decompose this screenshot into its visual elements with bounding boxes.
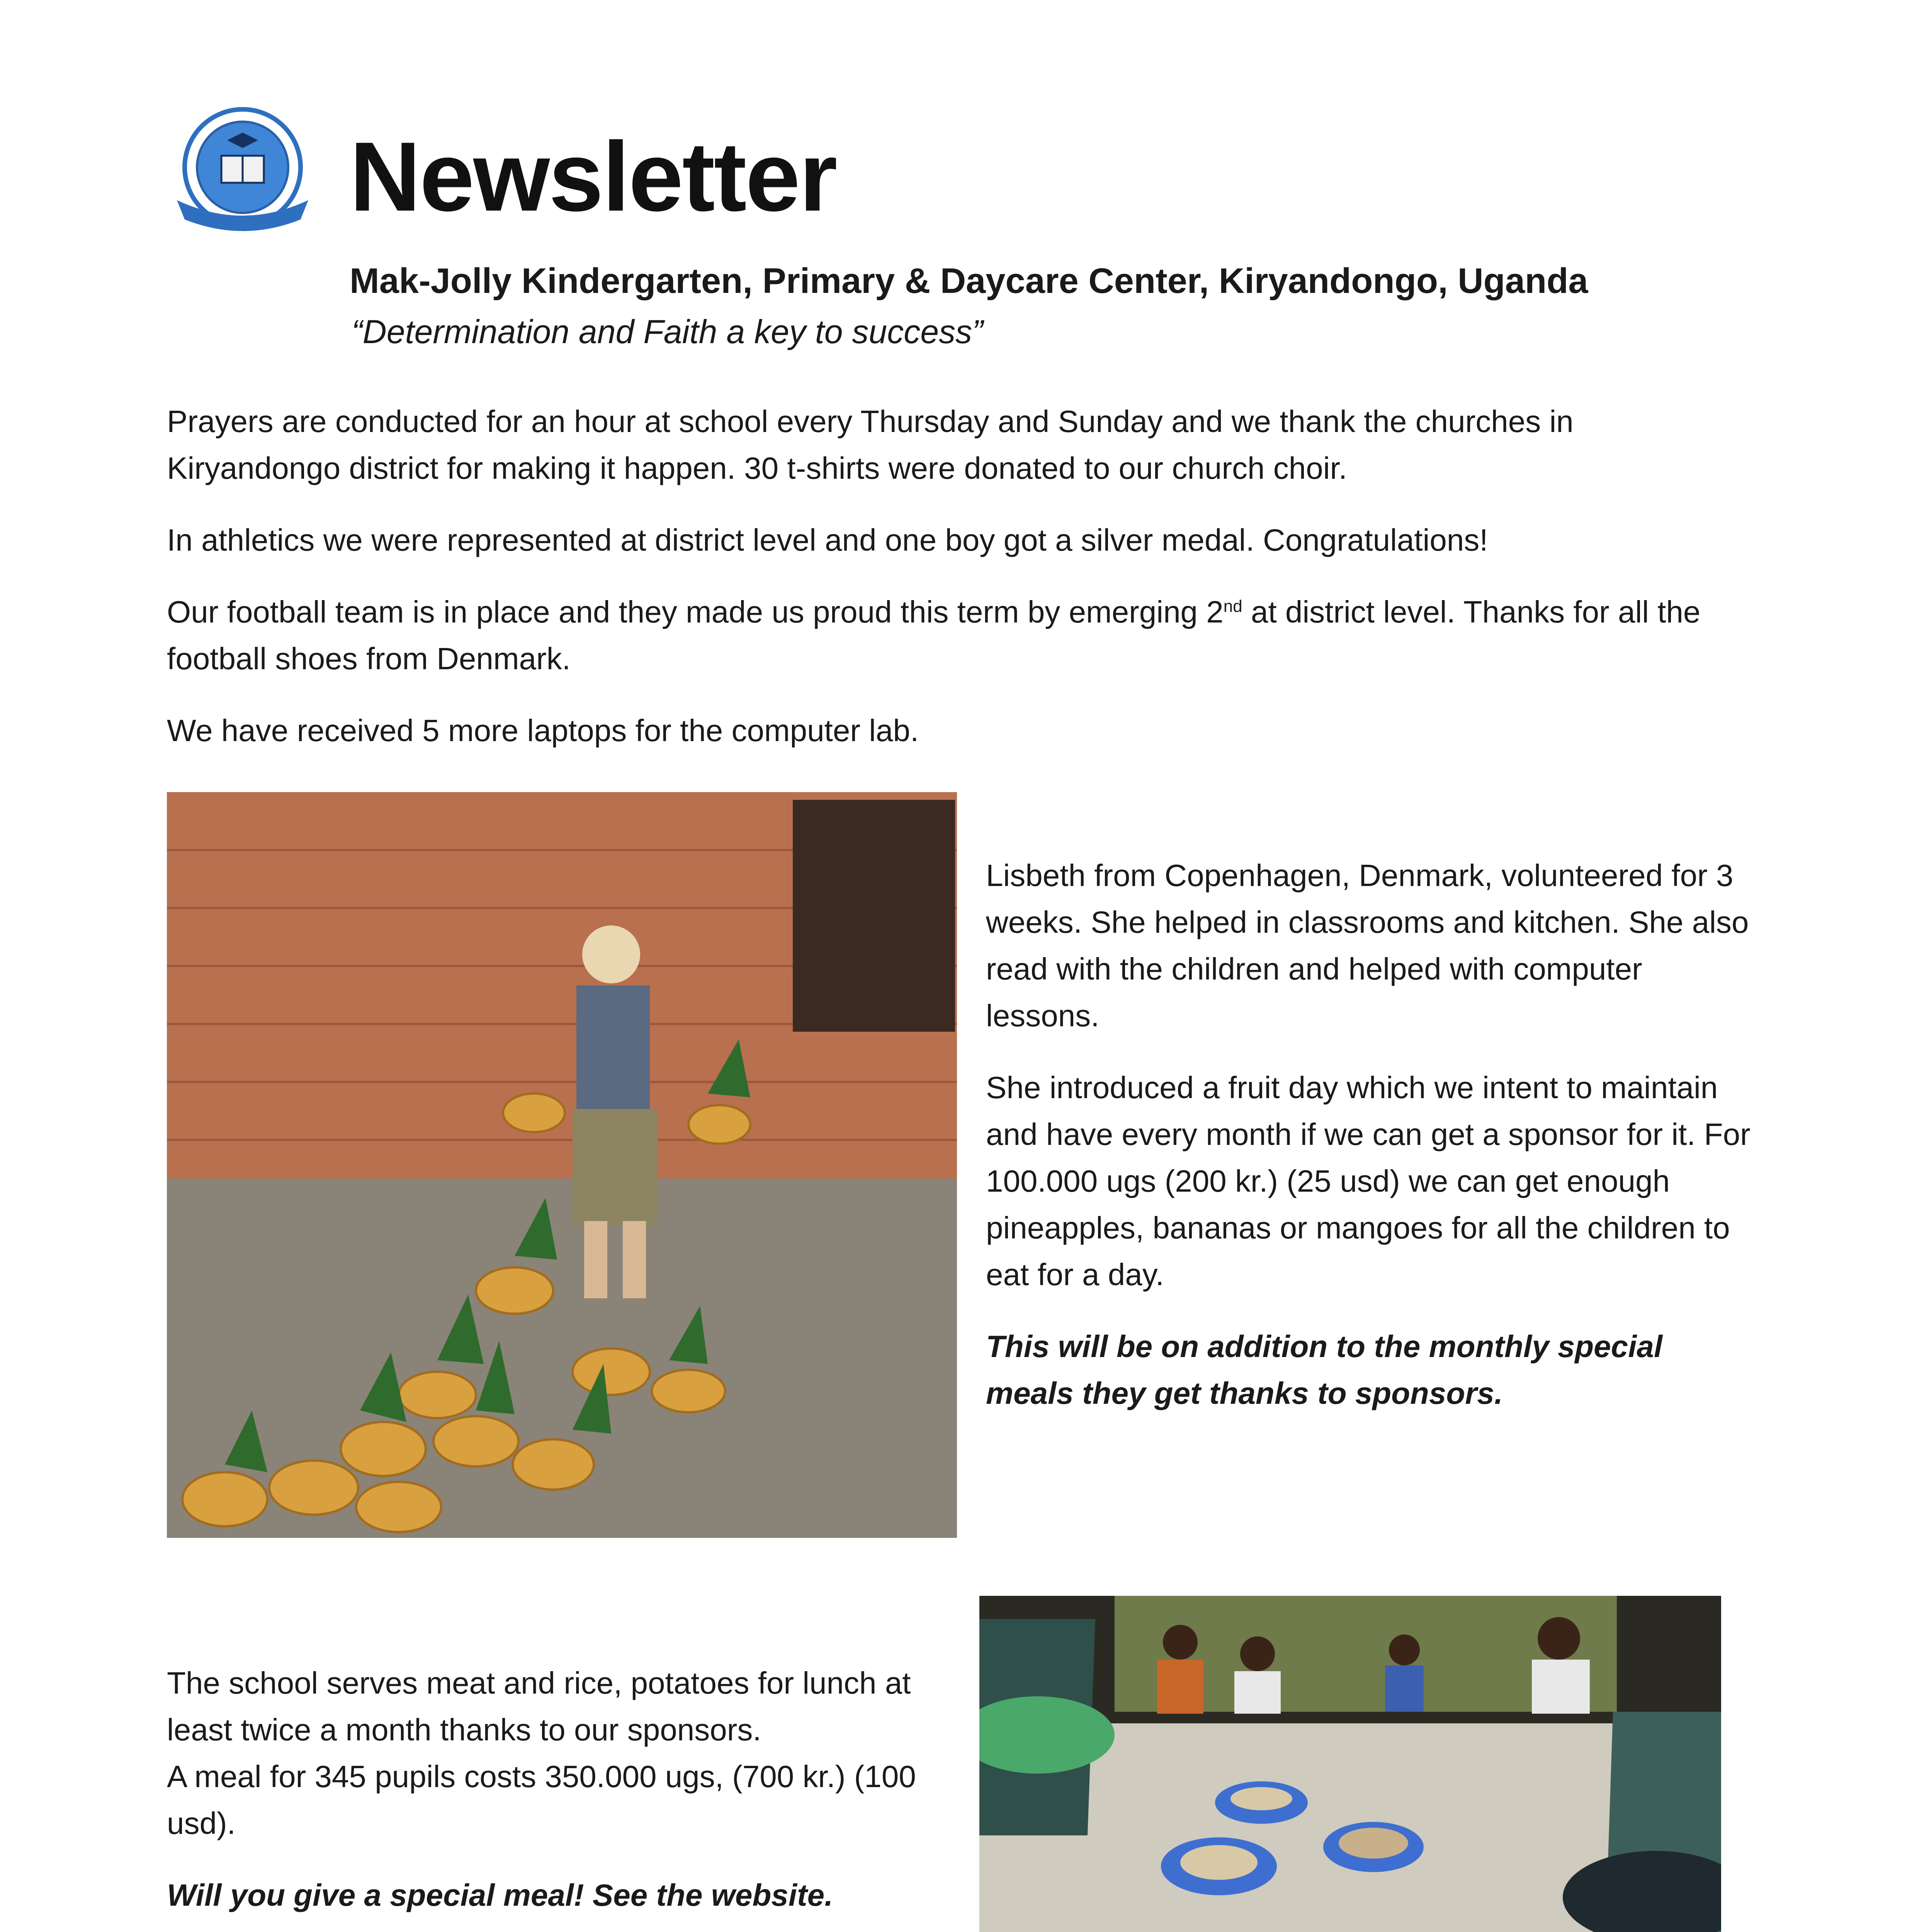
- school-motto: “Determination and Faith a key to success”: [352, 313, 983, 350]
- special-meal-call: Will you give a special meal! See the website.: [167, 1878, 833, 1912]
- athletics-paragraph: In athletics we were represented at district level and one boy got a silver medal. Congratulations!: [167, 523, 1488, 557]
- school-name: Mak-Jolly Kindergarten, Primary & Daycare Center, Kiryandongo, Uganda: [350, 261, 1588, 301]
- fruit-day-paragraph: She introduced a fruit day which we intent to maintain and have every month if we can get a sponsor for it. For 100.000 ugs (200 kr.) (25 usd) we can get enough pineapples, bananas or mangoes for all the children to eat for a day.: [986, 1070, 1750, 1292]
- volunteer-section: [986, 852, 1759, 1417]
- football-paragraph: Our football team is in place and they made us proud this term by emerging 2nd at district level. Thanks for all the football shoes from Denmark.: [167, 595, 1701, 676]
- intro-section: [167, 398, 1712, 754]
- school-logo: [169, 104, 316, 235]
- volunteer-paragraph: Lisbeth from Copenhagen, Denmark, volunteered for 3 weeks. She helped in classrooms and kitchen. She also read with the children and helped with computer lessons.: [986, 858, 1749, 1033]
- meals-paragraph: The school serves meat and rice, potatoes for lunch at least twice a month thanks to our sponsors. A meal for 345 pupils costs 350.000 ugs, (700 kr.) (100 usd).: [167, 1666, 916, 1840]
- page-title: Newsletter: [350, 122, 836, 232]
- prayers-paragraph: Prayers are conducted for an hour at school every Thursday and Sunday and we thank the churches in Kiryandongo district for making it happen. 30 t-shirts were donated to our church choir.: [167, 404, 1574, 485]
- volunteer-photo: [167, 792, 957, 1538]
- monthly-meals-note: This will be on addition to the monthly special meals they get thanks to sponsors.: [986, 1329, 1663, 1410]
- meal-photo: [979, 1596, 1721, 1932]
- meals-section: [167, 1660, 940, 1918]
- laptops-paragraph: We have received 5 more laptops for the computer lab.: [167, 713, 919, 748]
